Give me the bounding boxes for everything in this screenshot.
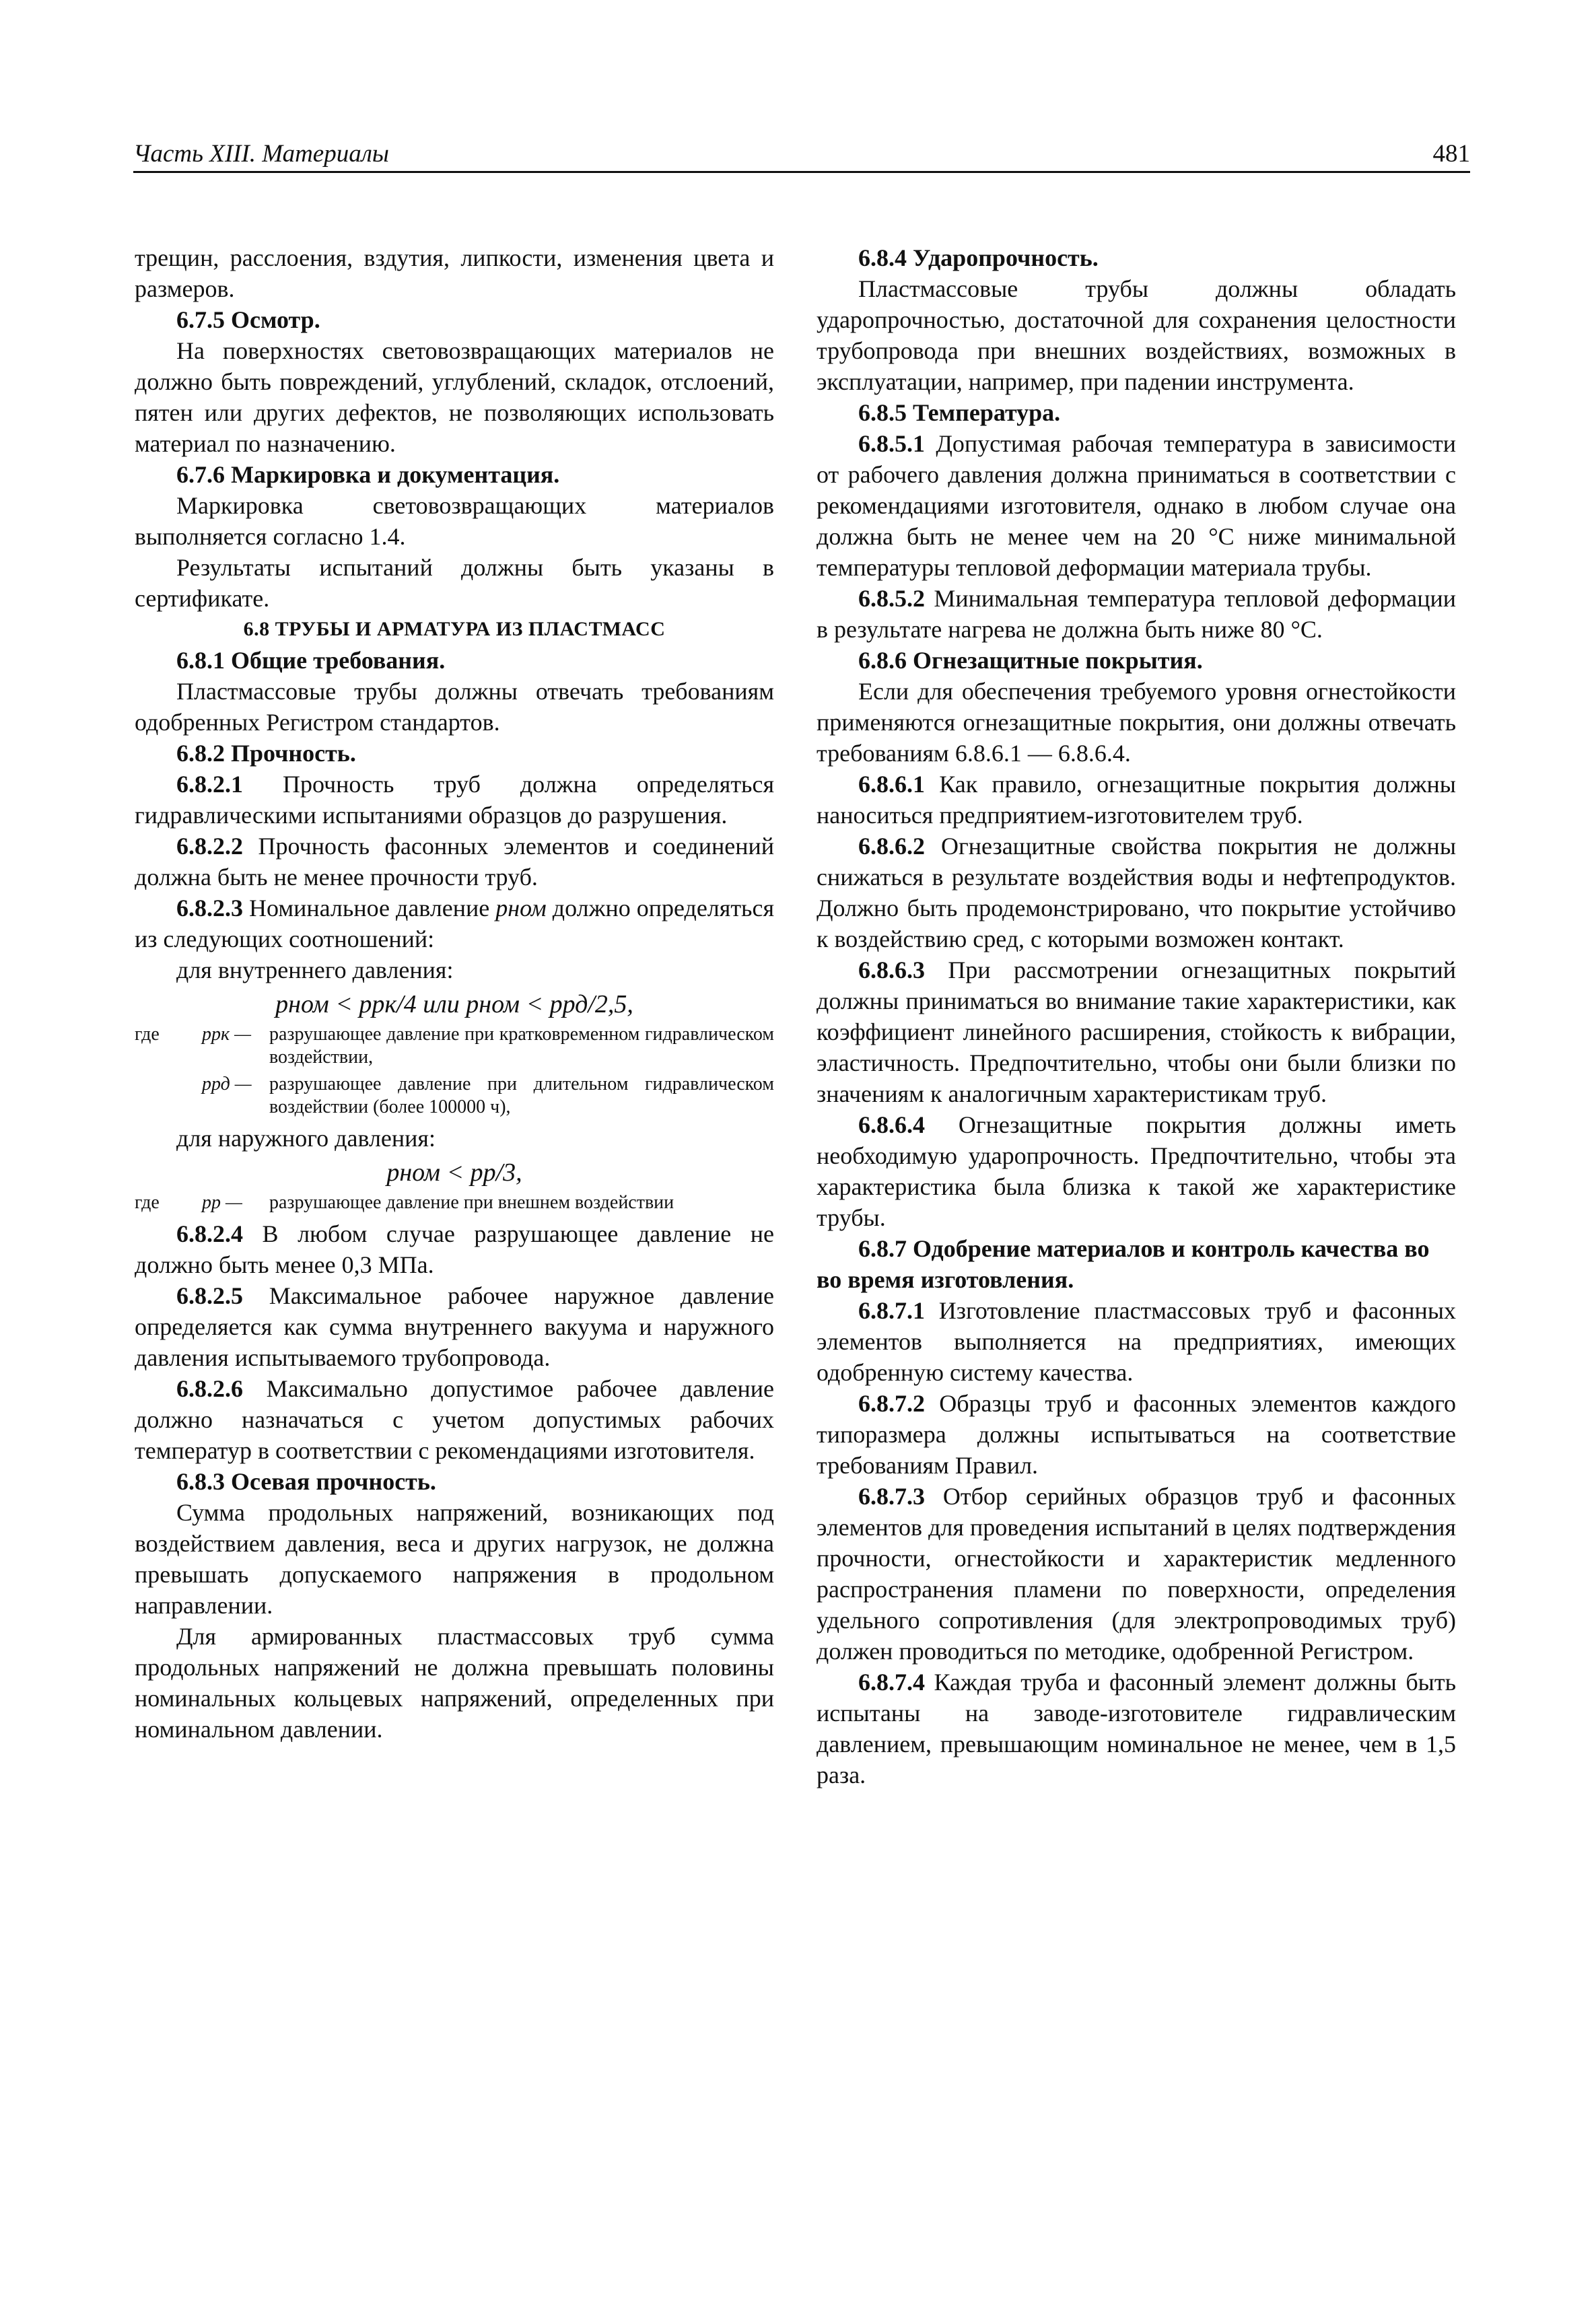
clause-text: Каждая труба и фасонный элемент должны быть испытаны на заводе-изготовителе гидравлическим давлением, превышающим номинальное не менее, чем в 1,5 раза. (817, 1669, 1457, 1788)
clause-number: 6.8.6.3 (858, 956, 925, 983)
paragraph-6-7-6-a: Маркировка световозвращающих материалов выполняется согласно 1.4. (135, 492, 774, 550)
clause-number: 6.8.6.1 (858, 771, 925, 798)
paragraph-6-8-5-2 (817, 583, 1456, 645)
paragraph-6-8-2-1 (135, 769, 774, 831)
page-number: 481 (1432, 140, 1470, 168)
paragraph-6-8-6: Если для обеспечения требуемого уровня огнестойкости применяются огнезащитные покрытия, они должны отвечать требованиям 6.8.6.1 — 6.8.6.4. (817, 678, 1456, 767)
clause-text: Изготовление пластмассовых труб и фасонных элементов выполняется на предприятиях, имеющих одобренную систему качества. (817, 1297, 1457, 1386)
paragraph-6-8-7-4 (817, 1667, 1456, 1790)
clause-text: При рассмотрении огнезащитных покрытий должны приниматься во внимание такие характеристики, как коэффициент линейного расширения, стойкость к вибрации, эластичность. Предпочтительно, чтобы они были близки по значениям к аналогичным характеристикам труб. (817, 956, 1457, 1107)
symbol-p-rd: pрд — (202, 1074, 252, 1094)
clause-text: Номинальное давление (249, 895, 490, 921)
paragraph-6-8-3-a: Сумма продольных напряжений, возникающих под воздействием давления, веса и других нагрузок, не должна превышать допускаемого напряжения в продольном направлении. (135, 1499, 774, 1619)
clause-number: 6.8.2.6 (176, 1375, 243, 1402)
where-definition-prd (135, 1073, 774, 1119)
heading-6-8-7: 6.8.7 Одобрение материалов и контроль качества во во время изготовления. (817, 1235, 1430, 1293)
clause-number: 6.8.7.2 (858, 1390, 925, 1417)
clause-text: Огнезащитные свойства покрытия не должны снижаться в результате воздействия воды и нефтепродуктов. Должно быть продемонстрировано, что покрытие устойчиво к воздействию сред, с которыми возможен контакт. (817, 833, 1457, 952)
page-header (133, 132, 1470, 173)
paragraph-6-8-4: Пластмассовые трубы должны обладать ударопрочностью, достаточной для сохранения целостности трубопровода при внешних воздействиях, возможных в эксплуатации, например, при падении инструмента. (817, 275, 1456, 395)
clause-text: Отбор серийных образцов труб и фасонных элементов для проведения испытаний в целях подтверждения прочности, огнестойкости и характеристик медленного распространения пламени по поверхности, определения удельного сопротивления (для электропроводимых труб) должен проводиться по методике, одобренной Регистром. (817, 1483, 1457, 1665)
right-column (817, 242, 1456, 1790)
clause-number: 6.8.2.2 (176, 833, 243, 860)
paragraph-6-8-2-5 (135, 1280, 774, 1373)
paragraph-6-8-7-2 (817, 1388, 1456, 1481)
clause-text: Образцы труб и фасонных элементов каждого типоразмера должны испытываться на соответствие требованиям Правил. (817, 1390, 1456, 1479)
paragraph-continuation: трещин, расслоения, вздутия, липкости, изменения цвета и размеров. (135, 244, 774, 302)
external-pressure-label: для наружного давления: (176, 1125, 436, 1152)
formula-internal: pном < pрк/4 или pном < pрд/2,5, (275, 990, 633, 1018)
paragraph-6-8-7-1 (817, 1295, 1456, 1388)
clause-text: Прочность фасонных элементов и соединений должна быть не менее прочности труб. (135, 833, 774, 891)
clause-number: 6.8.5.2 (858, 585, 925, 612)
heading-6-8-2: 6.8.2 Прочность. (176, 740, 356, 767)
symbol-p-nom: pном (495, 895, 547, 921)
paragraph-6-8-5-1 (817, 428, 1456, 583)
definition-text: разрушающее давление при внешнем воздействии (269, 1192, 674, 1213)
definition-text: разрушающее давление при длительном гидравлическом воздействии (более 100000 ч), (269, 1074, 774, 1117)
section-title-6-8: 6.8 ТРУБЫ И АРМАТУРА ИЗ ПЛАСТМАСС (243, 618, 666, 640)
running-title: Часть XIII. Материалы (133, 140, 389, 168)
clause-text: Прочность труб должна определяться гидравлическими испытаниями образцов до разрушения. (135, 771, 775, 829)
clause-number: 6.8.6.2 (858, 833, 925, 860)
paragraph-6-7-6-b: Результаты испытаний должны быть указаны в сертификате. (135, 554, 774, 612)
paragraph-6-8-6-2 (817, 831, 1456, 954)
clause-text: Максимально допустимое рабочее давление должно назначаться с учетом допустимых рабочих температур в соответствии с рекомендациями изготовителя. (135, 1375, 774, 1464)
clause-number: 6.8.2.5 (176, 1282, 243, 1309)
paragraph-6-8-2-3 (135, 893, 774, 954)
clause-number: 6.8.7.4 (858, 1669, 925, 1696)
paragraph-6-8-2-2 (135, 831, 774, 893)
definition-text: разрушающее давление при кратковременном гидравлическом воздействии, (269, 1024, 774, 1068)
paragraph-6-8-1: Пластмассовые трубы должны отвечать требованиям одобренных Регистром стандартов. (135, 678, 774, 736)
clause-text: Как правило, огнезащитные покрытия должны наноситься предприятием-изготовителем труб. (817, 771, 1456, 829)
paragraph-6-8-2-6 (135, 1373, 774, 1466)
paragraph-6-7-5: На поверхностях световозвращающих материалов не должно быть повреждений, углублений, складок, отслоений, пятен или других дефектов, не позволяющих использовать материал по назначению. (135, 337, 774, 457)
heading-6-8-3: 6.8.3 Осевая прочность. (176, 1468, 436, 1495)
clause-number: 6.8.7.3 (858, 1483, 925, 1510)
where-word: где (135, 1192, 160, 1213)
paragraph-6-8-3-b: Для армированных пластмассовых труб сумма продольных напряжений не должна превышать половины номинальных кольцевых напряжений, определенных при номинальном давлении. (135, 1623, 774, 1743)
paragraph-6-8-6-3 (817, 954, 1456, 1109)
heading-6-7-6: 6.7.6 Маркировка и документация. (176, 461, 560, 488)
clause-number: 6.8.7.1 (858, 1297, 925, 1324)
where-definition-prk (135, 1023, 774, 1069)
clause-number: 6.8.2.1 (176, 771, 243, 798)
paragraph-6-8-7-3 (817, 1481, 1456, 1667)
clause-text: Огнезащитные покрытия должны иметь необходимую ударопрочность. Предпочтительно, чтобы эта характеристика была близка к такой же характеристике трубы. (817, 1111, 1457, 1231)
formula-external: pном < pр/3, (386, 1158, 522, 1187)
paragraph-6-8-2-4 (135, 1218, 774, 1280)
symbol-p-r: pр — (202, 1192, 242, 1213)
clause-text: Допустимая рабочая температура в зависимости от рабочего давления должна приниматься в соответствии с рекомендациями изготовителя, однако в любом случае она должна быть не менее чем на 20 °С ниже минимальной температуры тепловой деформации материала трубы. (817, 430, 1457, 581)
heading-6-7-5: 6.7.5 Осмотр. (176, 306, 320, 333)
clause-number: 6.8.6.4 (858, 1111, 925, 1138)
left-column (135, 242, 774, 1745)
internal-pressure-label: для внутреннего давления: (176, 956, 454, 983)
clause-number: 6.8.2.3 (176, 895, 243, 921)
where-definition-pr (135, 1191, 774, 1214)
clause-text: Минимальная температура тепловой деформации в результате нагрева не должна быть ниже 80 °С. (817, 585, 1456, 643)
heading-6-8-1: 6.8.1 Общие требования. (176, 647, 446, 674)
heading-6-8-5: 6.8.5 Температура. (858, 399, 1061, 426)
heading-6-8-6: 6.8.6 Огнезащитные покрытия. (858, 647, 1203, 674)
paragraph-6-8-6-4 (817, 1109, 1456, 1233)
clause-text: должно определяться из следующих соотношений: (135, 895, 775, 952)
clause-number: 6.8.5.1 (858, 430, 925, 457)
paragraph-6-8-6-1 (817, 769, 1456, 831)
symbol-p-rk: pрк — (202, 1024, 251, 1045)
where-word: где (135, 1024, 160, 1045)
heading-6-8-4: 6.8.4 Ударопрочность. (858, 244, 1099, 271)
clause-text: Максимальное рабочее наружное давление определяется как сумма внутреннего вакуума и наружного давления испытываемого трубопровода. (135, 1282, 774, 1371)
clause-text: В любом случае разрушающее давление не должно быть менее 0,3 МПа. (135, 1220, 774, 1278)
clause-number: 6.8.2.4 (176, 1220, 243, 1247)
